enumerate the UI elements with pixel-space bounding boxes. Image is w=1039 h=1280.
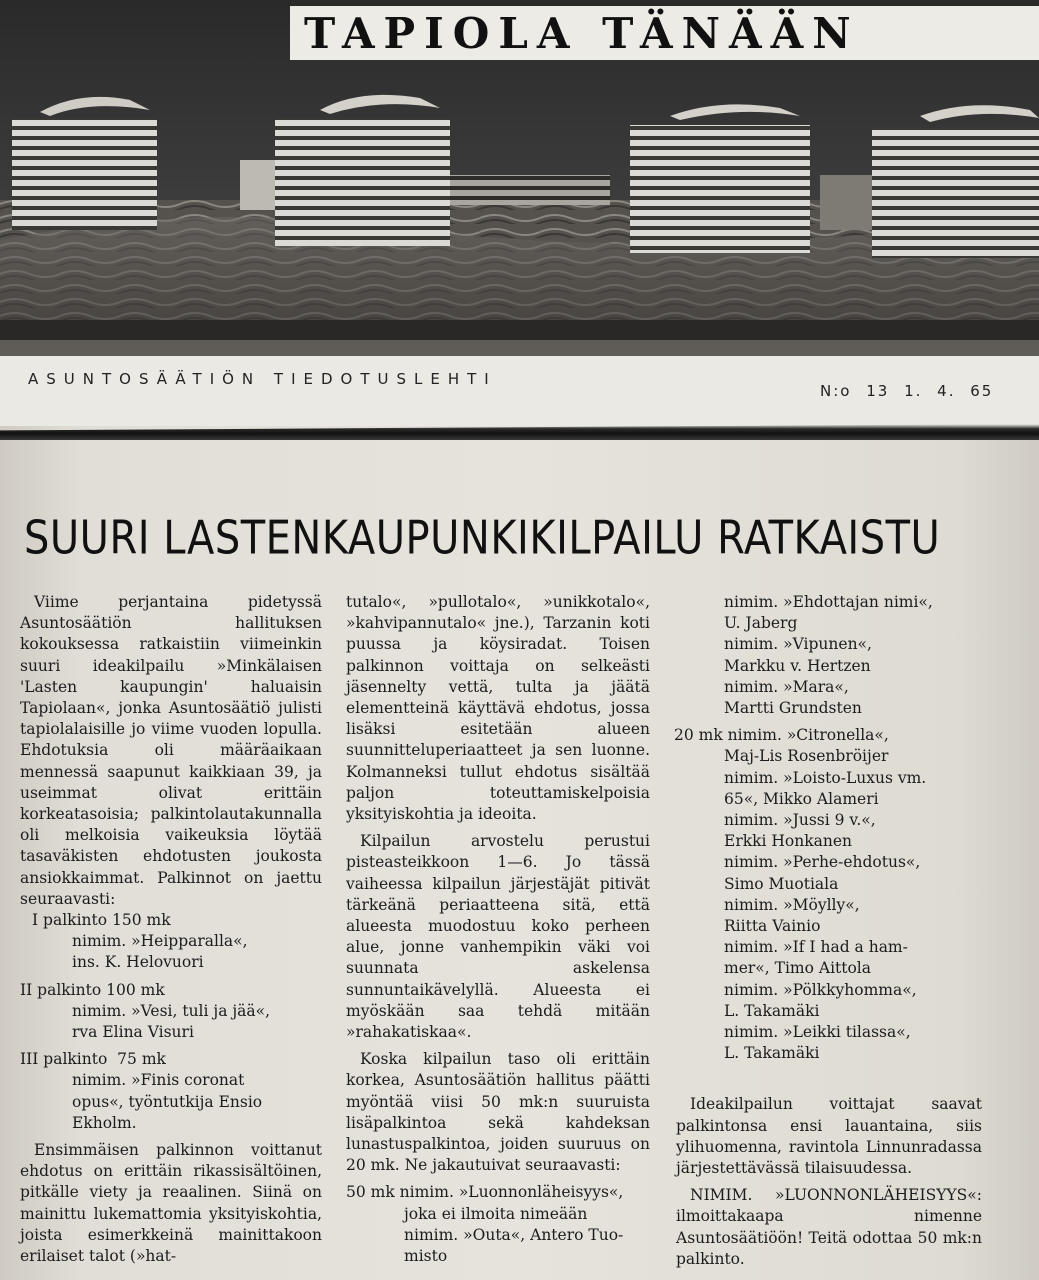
article-column-3 (676, 592, 982, 1270)
award-line: Markku v. Hertzen (724, 656, 871, 675)
award-line: L. Takamäki (724, 1001, 820, 1020)
paragraph: Viime perjantaina pidetyssä Asuntosäätiön hallituksen kokouksessa ratkaistiin viimeinkin suuri ideakilpailu »Minkälaisen 'Lasten kaupungin' haluaisin Tapiolaan«, jonka Asuntosäätiö julisti tapiolalaisille jo viime vuoden lopulla. Ehdotuksia oli määräaikaan mennessä saapunut kaikkiaan 39, ja useimmat olivat erittäin korkeatasoisia; palkintolautakunnalla oli melkoisia vaikeuksia löytää tasaväkisten ehdotusten joukosta ansiokkaimmat. Palkinnot on jaettu seuraavasti: (20, 593, 322, 908)
publication-tagline: ASUNTOSÄÄTIÖN TIEDOTUSLEHTI (28, 370, 497, 388)
prize-line: ins. K. Helovuori (72, 953, 204, 972)
article-headline: SUURI LASTENKAUPUNKIKILPAILU RATKAISTU (24, 512, 941, 565)
award-line: U. Jaberg (724, 614, 798, 633)
award-line: joka ei ilmoita nimeään (404, 1204, 588, 1223)
masthead (290, 6, 1039, 60)
prize-label: I palkinto 150 mk (32, 911, 171, 930)
award-line: Simo Muotiala (724, 874, 839, 893)
award-line: Martti Grundsten (724, 699, 862, 718)
header-rule (0, 424, 1039, 440)
award-line: nimim. »Jussi 9 v.«, (724, 811, 876, 830)
prize-line: nimim. »Vesi, tuli ja jää«, (72, 1001, 271, 1020)
award-line: nimim. »Leikki tilassa«, (724, 1023, 911, 1042)
prize-line: opus«, työntutkija Ensio (72, 1092, 263, 1111)
award-line: Riitta Vainio (724, 917, 821, 936)
award-line: nimim. »Ehdottajan nimi«, (724, 593, 933, 611)
award-line: misto (404, 1247, 448, 1266)
paragraph: Ensimmäisen palkinnon voittanut ehdotus on erittäin rikassisältöinen, pitkälle viety ja reaalinen. Siinä on mainittu lukemattomia yksityiskohtia, joista esimerkkeinä mainittakoon erilaiset talot (»hat- (20, 1141, 322, 1266)
prize-line: nimim. »Heipparalla«, (72, 932, 248, 951)
award-line: L. Takamäki (724, 1044, 820, 1063)
issue-date: 1. 4. 65 (904, 382, 994, 400)
prize-line: Ekholm. (72, 1113, 137, 1132)
award-line: nimim. »Loisto-Luxus vm. (724, 768, 927, 787)
article-column-1 (20, 592, 322, 1267)
award-line: Maj-Lis Rosenbröijer (724, 747, 889, 766)
masthead-title: TAPIOLA TÄNÄÄN (304, 8, 860, 58)
prize-label: II palkinto 100 mk (20, 980, 165, 999)
award-label: 20 mk nimim. »Citronella«, (674, 726, 889, 745)
prize-label: III palkinto 75 mk (20, 1050, 166, 1069)
paragraph: Koska kilpailun taso oli erittäin korkea, Asuntosäätiön hallitus päätti myöntää viisi 50 mk:n suuruista lisäpalkintoa sekä kahdeksan lunastuspalkintoa, joiden suuruus on 20 mk. Ne jakautuivat seuraavasti: (346, 1050, 650, 1175)
award-line: mer«, Timo Aittola (724, 959, 872, 978)
award-line: nimim. »Vipunen«, (724, 635, 872, 654)
award-line: nimim. »If I had a ham- (724, 938, 908, 957)
article-column-2 (346, 592, 650, 1267)
award-line: nimim. »Pölkkyhomma«, (724, 980, 917, 999)
paragraph: NIMIM. »LUONNONLÄHEISYYS«: ilmoittakaapa nimenne Asuntosäätiöön! Teitä odottaa 50 mk:n palkinto. (676, 1186, 982, 1268)
issue-number: N:o 13 (820, 382, 890, 400)
paragraph: Kilpailun arvostelu perustui pisteasteikkoon 1—6. Jo tässä vaiheessa kilpailun järjestäjät pitivät tärkeänä periaatteena sitä, että alueesta muodostuu koko perheen alue, jonne vanhempikin väki voi suunnata askelensa sunnuntaikävelyllä. Alueesta ei myöskään saa tehdä mitään »rahakatiskaa«. (346, 832, 650, 1042)
award-line: nimim. »Perhe-ehdotus«, (724, 853, 921, 872)
award-line: nimim. »Mara«, (724, 677, 849, 696)
prize-line: nimim. »Finis coronat (72, 1071, 245, 1090)
award-line: 65«, Mikko Alameri (724, 789, 879, 808)
award-line: Erkki Honkanen (724, 832, 852, 851)
paragraph: Ideakilpailun voittajat saavat palkintonsa ensi lauantaina, siis ylihuomenna, ravintola Linnunradassa järjestettävässä tilaisuudessa. (676, 1095, 982, 1178)
paragraph: tutalo«, »pullotalo«, »unikkotalo«, »kahvipannutalo« jne.), Tarzanin koti puussa ja köysiradat. Toisen palkinnon voittaja on selkeästi jäsennelty vettä, tulta ja jäätä elementteinä käyttävä ehdotus, jossa lisäksi esitetään alueen suunnitteluperiaatteet ja sen luonne. Kolmanneksi tullut ehdotus sisältää paljon toteuttamiskelpoisia yksityiskohtia ja ideoita. (346, 593, 650, 824)
award-line: nimim. »Outa«, Antero Tuo- (404, 1225, 624, 1244)
award-line: 50 mk nimim. »Luonnonläheisyys«, (346, 1183, 624, 1202)
award-line: nimim. »Möylly«, (724, 895, 860, 914)
prize-line: rva Elina Visuri (72, 1023, 194, 1042)
issue-info (820, 382, 993, 400)
